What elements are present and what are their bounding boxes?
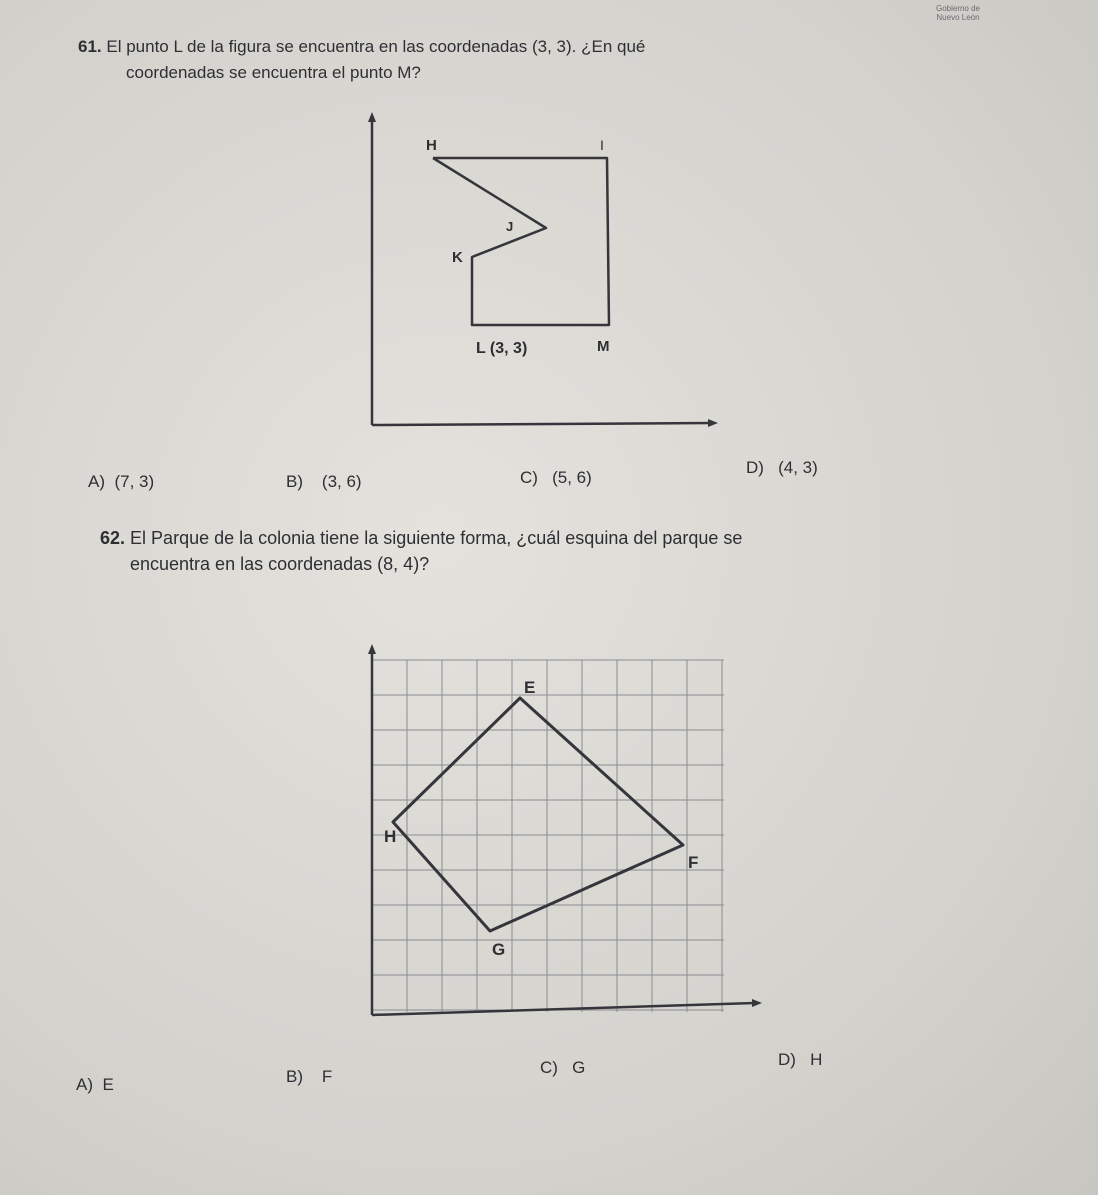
q62-option-a[interactable]: [76, 1075, 114, 1095]
q61-option-a-value: (7, 3): [114, 472, 155, 491]
q61-y-arrow-icon: [368, 112, 376, 122]
logo-line-2: Nuevo León: [936, 13, 980, 22]
q62-option-b[interactable]: [286, 1067, 332, 1087]
question-61-number: 61.: [78, 37, 102, 56]
q61-axes: [372, 118, 712, 425]
q62-option-c[interactable]: [540, 1058, 585, 1078]
q62-option-b-value: F: [321, 1067, 333, 1086]
q62-label-h: H: [384, 827, 397, 846]
q62-option-a-value: E: [102, 1075, 114, 1094]
q61-option-d[interactable]: [746, 458, 818, 478]
q61-shape-outline: [433, 158, 609, 325]
question-61-text: El punto L de la figura se encuentra en las coordenadas (3, 3). ¿En qué: [106, 37, 646, 56]
q61-option-c-value: (5, 6): [552, 468, 592, 487]
q62-x-axis: [372, 1003, 755, 1015]
q61-label-i: I: [600, 137, 604, 153]
q61-option-d-letter: D): [746, 458, 764, 477]
q62-option-b-letter: B): [286, 1067, 303, 1086]
q61-option-b-letter: B): [286, 472, 303, 491]
q62-option-a-letter: A): [76, 1075, 93, 1094]
q61-option-b[interactable]: [286, 472, 362, 492]
q62-option-d[interactable]: [778, 1050, 822, 1070]
question-62-line-1: [100, 525, 742, 551]
logo-line-1: Gobierno de: [935, 4, 980, 13]
q61-option-a-letter: A): [88, 472, 105, 491]
q61-option-b-value: (3, 6): [321, 472, 362, 491]
q62-option-c-letter: C): [540, 1058, 558, 1077]
q61-option-d-value: (4, 3): [778, 458, 818, 477]
q61-x-arrow-icon: [708, 419, 718, 427]
q62-label-f: F: [688, 853, 699, 872]
q62-y-arrow-icon: [368, 644, 376, 654]
q62-park-shape: [393, 698, 683, 931]
q62-label-g: G: [492, 940, 506, 959]
q61-label-l: L (3, 3): [476, 340, 528, 357]
q61-option-c[interactable]: [520, 468, 592, 488]
question-62-line-2: encuentra en las coordenadas (8, 4)?: [130, 554, 430, 574]
q62-option-c-value: G: [572, 1058, 586, 1077]
question-61-line-2: coordenadas se encuentra el punto M?: [126, 63, 421, 82]
q62-option-d-value: H: [810, 1050, 823, 1069]
q62-label-e: E: [524, 678, 536, 697]
q61-option-c-letter: C): [520, 468, 538, 487]
q61-label-m: M: [597, 338, 610, 355]
question-62-text: El Parque de la colonia tiene la siguiente forma, ¿cuál esquina del parque se: [130, 528, 743, 548]
q62-axes: [372, 650, 755, 1015]
q61-label-k: K: [452, 249, 463, 266]
q62-x-arrow-icon: [752, 999, 762, 1007]
q61-option-a[interactable]: [88, 472, 154, 492]
question-62: [100, 525, 742, 577]
question-62-number: 62.: [100, 528, 126, 548]
q62-option-d-letter: D): [778, 1050, 796, 1069]
q61-x-axis: [372, 423, 712, 425]
q61-label-j: J: [506, 219, 514, 234]
q61-label-h: H: [426, 137, 437, 154]
